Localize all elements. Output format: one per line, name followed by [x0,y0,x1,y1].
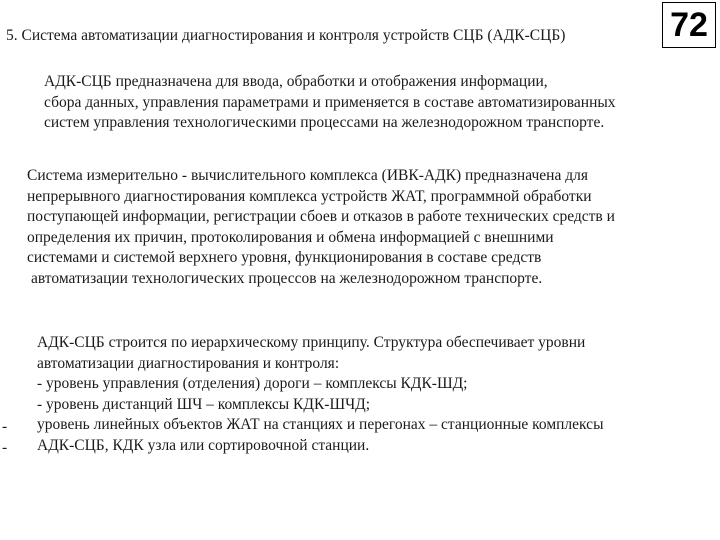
dash-bullet-marker: - [2,418,8,435]
paragraph-line: сбора данных, управления параметрами и применяется в составе автоматизированных [44,93,616,111]
slide-title: 5. Система автоматизации диагностирования и контроля устройств СЦБ (АДК-СЦБ) [6,27,566,44]
page-number: 72 [670,5,708,44]
list-item-level: - уровень дистанций ШЧ – комплексы КДК-ШЧД; [37,395,371,413]
paragraph-hierarchy [37,333,603,457]
paragraph-line: АДК-СЦБ предназначена для ввода, обработки и отображения информации, [44,73,548,90]
paragraph-line: определения их причин, протоколирования и обмена информацией с внешними [27,228,554,246]
paragraph-line: поступающей информации, регистрации сбоев и отказов в работе технических средств и [27,208,615,226]
paragraph-line: систем управления технологическими процессами на железнодорожном транспорте. [44,114,605,132]
paragraph-line: автоматизации диагностирования и контроля: [37,354,340,372]
paragraph-ivk-system [27,166,615,290]
paragraph-line: автоматизации технологических процессов на железнодорожном транспорте. [31,269,543,287]
list-item-level-continuation: АДК-СЦБ, КДК узла или сортировочной станции. [37,436,370,454]
page-number-badge [662,2,716,48]
list-item-level: уровень линейных объектов ЖАТ на станциях и перегонах – станционные комплексы [37,416,604,434]
paragraph-line: системами и системой верхнего уровня, функционирования в составе средств [27,249,542,267]
paragraph-line: непрерывного диагностирования комплекса устройств ЖАТ, программной обработки [27,187,592,205]
list-item-level: - уровень управления (отделения) дороги – комплексы КДК-ШД; [37,375,468,393]
paragraph-adk-purpose [44,72,616,134]
dash-bullet-marker: - [2,439,8,456]
paragraph-line: АДК-СЦБ строится по иерархическому принципу. Структура обеспечивает уровни [37,334,586,351]
paragraph-line: Система измерительно - вычислительного комплекса (ИВК-АДК) предназначена для [27,167,588,184]
